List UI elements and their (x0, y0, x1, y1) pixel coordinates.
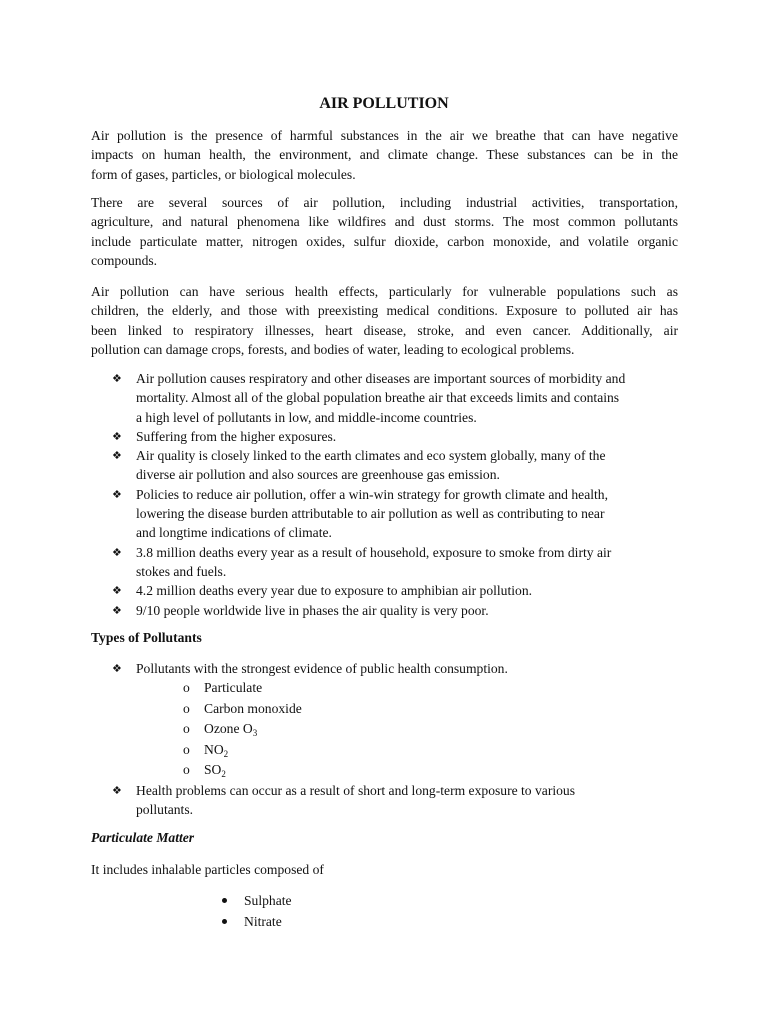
particulate-intro: It includes inhalable particles composed of (91, 862, 324, 877)
pollutant-subscript: 2 (223, 748, 229, 759)
diamond-bullet-icon: ❖ (112, 429, 122, 443)
diamond-bullet-icon: ❖ (112, 545, 122, 559)
list-item (112, 369, 692, 427)
circle-marker-icon: o (183, 762, 190, 778)
list-item-line: 3.8 million deaths every year as a result of household, exposure to smoke from dirty air (136, 544, 612, 560)
list-item-line: Policies to reduce air pollution, offer a win-win strategy for growth climate and health, (136, 486, 608, 502)
list-item (112, 427, 692, 446)
paragraph-line: agriculture, and natural phenomena like wildfires and dust storms. The most common pollutants (91, 214, 678, 230)
pollutant-name: Carbon monoxide (204, 700, 302, 716)
paragraph-intro (91, 126, 678, 184)
list-item (112, 485, 692, 543)
paragraph-line: There are several sources of air pollution, including industrial activities, transportation, (91, 195, 678, 210)
list-item (112, 601, 692, 620)
list-item (112, 781, 692, 820)
dot-bullet-icon (222, 898, 227, 903)
list-item-line: Air quality is closely linked to the earth climates and eco system globally, many of the (136, 448, 606, 464)
pollutant-subscript: 3 (252, 728, 258, 739)
list-item-line: Air pollution causes respiratory and other diseases are important sources of morbidity and (136, 371, 626, 386)
paragraph-line: form of gases, particles, or biological molecules. (91, 166, 356, 182)
particulate-item: Sulphate (244, 893, 292, 908)
dot-bullet-icon (222, 919, 227, 924)
list-item-line: Pollutants with the strongest evidence of public health consumption. (136, 661, 508, 676)
list-item-line: pollutants. (136, 802, 194, 818)
paragraph-line: Air pollution is the presence of harmful substances in the air we breathe that can have negative (91, 128, 678, 143)
particulate-list (221, 890, 292, 932)
list-item (112, 581, 692, 600)
paragraph-line: children, the elderly, and those with preexisting medical conditions. Exposure to polluted air has (91, 303, 678, 319)
types-bullet-list-1 (112, 659, 692, 678)
list-item-line: diverse air pollution and also sources are greenhouse gas emission. (136, 467, 500, 483)
list-item (221, 890, 292, 911)
pollutant-subscript: 2 (221, 769, 226, 780)
page-title: AIR POLLUTION (319, 95, 449, 112)
list-item (112, 659, 692, 678)
particulate-matter-heading: Particulate Matter (91, 830, 195, 845)
circle-marker-icon: o (183, 700, 190, 716)
list-item (221, 911, 292, 932)
circle-marker-icon: o (183, 741, 190, 757)
pollutant-name: NO (204, 741, 224, 757)
pollutant-item (183, 760, 302, 781)
list-item-line: mortality. Almost all of the global population breathe air that exceeds limits and contains (136, 390, 620, 406)
paragraph-line: Air pollution can have serious health effects, particularly for vulnerable populations such as (91, 284, 678, 299)
pollutant-name: Particulate (204, 680, 263, 695)
diamond-bullet-icon: ❖ (112, 662, 122, 675)
pollutant-name: Ozone O (204, 721, 253, 737)
list-item (112, 543, 692, 582)
diamond-bullet-icon: ❖ (112, 487, 122, 501)
paragraph-sources (91, 193, 678, 270)
list-item-line: Suffering from the higher exposures. (136, 428, 337, 444)
list-item-line: Health problems can occur as a result of short and long-term exposure to various (136, 783, 576, 798)
particulate-item: Nitrate (244, 914, 282, 929)
list-item-line: a high level of pollutants in low, and middle-income countries. (136, 409, 477, 425)
pollutant-sublist (183, 678, 302, 781)
diamond-bullet-icon: ❖ (112, 372, 122, 385)
facts-bullet-list (112, 369, 692, 620)
diamond-bullet-icon: ❖ (112, 584, 122, 598)
list-item (112, 446, 692, 485)
diamond-bullet-icon: ❖ (112, 784, 122, 797)
pollutant-item (183, 740, 302, 761)
list-item-line: 4.2 million deaths every year due to exposure to amphibian air pollution. (136, 583, 533, 599)
paragraph-line: compounds. (91, 252, 158, 268)
pollutant-item (183, 719, 302, 740)
pollutant-item (183, 678, 302, 699)
pollutant-item (183, 699, 302, 720)
paragraph-line: include particulate matter, nitrogen oxides, sulfur dioxide, carbon monoxide, and volatile organic (91, 233, 678, 249)
paragraph-line: been linked to respiratory illnesses, heart disease, stroke, and even cancer. Additionally, air (91, 322, 678, 338)
circle-marker-icon: o (183, 721, 190, 737)
pollutant-name: SO (204, 762, 222, 778)
paragraph-line: impacts on human health, the environment, and climate change. These substances can be in the (91, 147, 678, 163)
paragraph-health-effects (91, 282, 678, 359)
list-item-line: stokes and fuels. (136, 563, 227, 579)
list-item-line: and longtime indications of climate. (136, 525, 332, 541)
circle-marker-icon: o (183, 680, 190, 695)
list-item-line: lowering the disease burden attributable to air pollution as well as contributing to near (136, 506, 605, 522)
paragraph-line: pollution can damage crops, forests, and bodies of water, leading to ecological problems. (91, 341, 575, 357)
diamond-bullet-icon: ❖ (112, 449, 122, 463)
types-heading: Types of Pollutants (91, 630, 202, 645)
diamond-bullet-icon: ❖ (112, 603, 122, 617)
types-bullet-list-2 (112, 781, 692, 820)
list-item-line: 9/10 people worldwide live in phases the air quality is very poor. (136, 602, 489, 618)
